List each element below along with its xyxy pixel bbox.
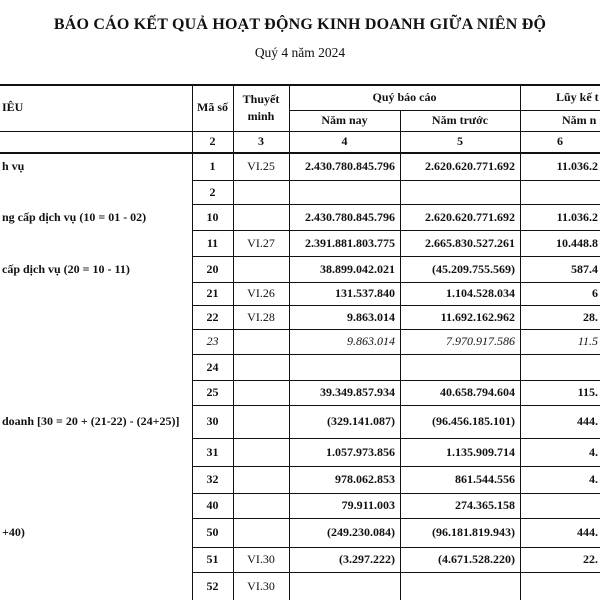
row-ytd <box>520 354 600 380</box>
row-quarter-previous <box>400 354 520 380</box>
row-quarter-current: 131.537.840 <box>335 286 395 300</box>
income-statement-table <box>0 84 600 600</box>
row-note: VI.25 <box>247 158 275 173</box>
row-ytd: 4. <box>589 444 598 459</box>
row-label <box>0 438 192 466</box>
column-number-c5: 5 <box>457 134 463 148</box>
row-label: h vụ <box>2 158 25 173</box>
row-code: 32 <box>206 472 219 486</box>
row-quarter-previous: 40.658.794.604 <box>440 385 515 399</box>
table-rule <box>192 405 600 406</box>
row-code: 25 <box>206 385 219 399</box>
row-note: VI.27 <box>247 235 275 250</box>
row-quarter-current: 9.863.014 <box>347 334 395 348</box>
table-rule <box>192 256 600 257</box>
row-quarter-previous: 2.620.620.771.692 <box>425 209 515 224</box>
row-note <box>233 256 289 282</box>
row-note <box>233 466 289 493</box>
table-rule <box>192 305 600 306</box>
row-quarter-previous: (4.671.528.220) <box>438 552 515 566</box>
table-rule <box>192 329 600 330</box>
row-ytd: 11.5 <box>577 334 598 348</box>
row-quarter-current <box>289 180 400 204</box>
row-label <box>0 572 192 600</box>
table-rule <box>400 110 401 600</box>
row-code: 21 <box>206 286 219 300</box>
row-code: 23 <box>206 334 219 348</box>
row-label <box>0 380 192 405</box>
row-code: 50 <box>206 525 219 539</box>
header-quy-bao-cao: Quý báo cáo <box>372 89 437 104</box>
row-note <box>233 329 289 354</box>
row-quarter-current: 2.430.780.845.796 <box>305 158 395 173</box>
row-quarter-previous: 2.665.830.527.261 <box>425 235 515 250</box>
row-ytd <box>520 572 600 600</box>
table-rule <box>192 354 600 355</box>
table-rule <box>289 84 290 600</box>
row-label <box>0 305 192 329</box>
row-quarter-previous: (96.181.819.943) <box>432 525 515 539</box>
row-label <box>0 329 192 354</box>
row-quarter-current: 39.349.857.934 <box>320 385 395 399</box>
row-quarter-previous <box>400 572 520 600</box>
row-ytd <box>520 493 600 518</box>
table-rule <box>520 84 521 600</box>
row-label <box>0 547 192 572</box>
row-quarter-current: (329.141.087) <box>327 414 395 428</box>
row-ytd: 444. <box>577 525 598 539</box>
row-note <box>233 204 289 230</box>
row-ytd: 115. <box>577 385 598 399</box>
table-rule <box>289 110 600 111</box>
table-rule <box>192 518 600 519</box>
row-quarter-current: (3.297.222) <box>339 552 395 566</box>
table-rule <box>192 572 600 573</box>
column-number-c4: 4 <box>341 134 348 148</box>
row-quarter-current <box>289 354 400 380</box>
row-note: VI.28 <box>247 309 275 324</box>
row-quarter-previous: 11.692.162.962 <box>440 309 515 324</box>
header-luy-ke-nam: Năm n <box>562 113 597 127</box>
table-rule <box>192 493 600 494</box>
row-code: 11 <box>206 235 219 250</box>
row-code: 20 <box>206 261 219 276</box>
row-quarter-previous: (96.456.185.101) <box>432 414 515 428</box>
row-quarter-current: 79.911.003 <box>341 498 395 512</box>
row-quarter-current: (249.230.084) <box>327 525 395 539</box>
table-rule <box>192 438 600 439</box>
column-number-c3: 3 <box>258 134 264 148</box>
header-thuyet-minh: Thuyết minh <box>242 91 280 123</box>
table-rule <box>0 152 600 154</box>
header-nam-truoc: Năm trước <box>431 113 489 127</box>
row-note <box>233 438 289 466</box>
table-rule <box>0 84 600 86</box>
header-nam-nay: Năm nay <box>321 113 368 127</box>
row-code: 22 <box>206 309 219 324</box>
report-title: BÁO CÁO KẾT QUẢ HOẠT ĐỘNG KINH DOANH GIỮA NIÊN ĐỘ <box>53 16 547 33</box>
row-label <box>0 180 192 204</box>
header-ma-so: Mã số <box>197 100 228 114</box>
row-ytd: 4. <box>589 472 598 486</box>
row-quarter-current: 1.057.973.856 <box>326 444 395 459</box>
row-quarter-current: 2.430.780.845.796 <box>305 209 395 224</box>
row-ytd: 444. <box>577 414 598 428</box>
row-quarter-previous: 861.544.556 <box>455 472 515 486</box>
row-note: VI.30 <box>247 552 275 566</box>
column-number-c2: 2 <box>209 134 216 148</box>
row-label: cấp dịch vụ (20 = 10 - 11) <box>2 261 130 276</box>
row-ytd: 11.036.2 <box>556 158 598 173</box>
table-rule <box>192 466 600 467</box>
table-rule <box>192 204 600 205</box>
row-quarter-previous: 7.970.917.586 <box>446 334 515 348</box>
report-period: Quý 4 năm 2024 <box>254 45 346 60</box>
row-label: ng cấp dịch vụ (10 = 01 - 02) <box>2 209 147 224</box>
row-ytd: 10.448.8 <box>556 235 598 250</box>
row-quarter-previous: 1.104.528.034 <box>446 286 515 300</box>
row-code: 1 <box>209 158 216 173</box>
row-label: doanh [30 = 20 + (21-22) - (24+25)] <box>2 414 180 428</box>
row-note: VI.26 <box>247 286 275 300</box>
row-label <box>0 493 192 518</box>
row-quarter-previous: 274.365.158 <box>455 498 515 512</box>
table-rule <box>192 547 600 548</box>
row-quarter-current: 38.899.042.021 <box>320 261 395 276</box>
row-quarter-previous: 2.620.620.771.692 <box>425 158 515 173</box>
table-rule <box>0 131 600 132</box>
row-ytd: 28. <box>583 309 598 324</box>
row-note <box>233 380 289 405</box>
row-ytd: 11.036.2 <box>556 209 598 224</box>
header-luy-ke: Lũy kế t <box>556 89 599 104</box>
column-number-c6: 6 <box>557 134 563 148</box>
row-code: 40 <box>206 498 219 512</box>
table-rule <box>192 180 600 181</box>
row-quarter-current: 9.863.014 <box>347 309 395 324</box>
row-code: 24 <box>206 359 219 374</box>
table-rule <box>192 282 600 283</box>
row-note: VI.30 <box>247 578 275 593</box>
row-quarter-previous: 1.135.909.714 <box>446 444 515 459</box>
row-label <box>0 466 192 493</box>
row-note <box>233 493 289 518</box>
row-quarter-previous: (45.209.755.569) <box>432 261 515 276</box>
row-quarter-previous <box>400 180 520 204</box>
row-note <box>233 354 289 380</box>
row-ytd: 587.4 <box>571 261 598 276</box>
row-ytd <box>520 180 600 204</box>
table-rule <box>233 84 234 600</box>
row-note <box>233 405 289 438</box>
row-code: 30 <box>206 414 219 428</box>
row-code: 31 <box>206 444 219 459</box>
row-code: 52 <box>206 578 219 593</box>
row-note <box>233 518 289 547</box>
row-label <box>0 230 192 256</box>
row-label <box>0 354 192 380</box>
row-quarter-current: 2.391.881.803.775 <box>305 235 395 250</box>
row-ytd: 22. <box>583 552 598 566</box>
row-quarter-current <box>289 572 400 600</box>
table-rule <box>192 84 193 600</box>
row-quarter-current: 978.062.853 <box>335 472 395 486</box>
table-rule <box>192 230 600 231</box>
row-code: 2 <box>209 184 216 199</box>
row-label: +40) <box>2 525 25 539</box>
table-rule <box>192 380 600 381</box>
row-code: 51 <box>206 552 219 566</box>
row-code: 10 <box>206 209 219 224</box>
row-note <box>233 180 289 204</box>
header-chi-tieu: IÊU <box>2 100 24 114</box>
row-ytd: 6 <box>592 286 598 300</box>
row-label <box>0 282 192 305</box>
